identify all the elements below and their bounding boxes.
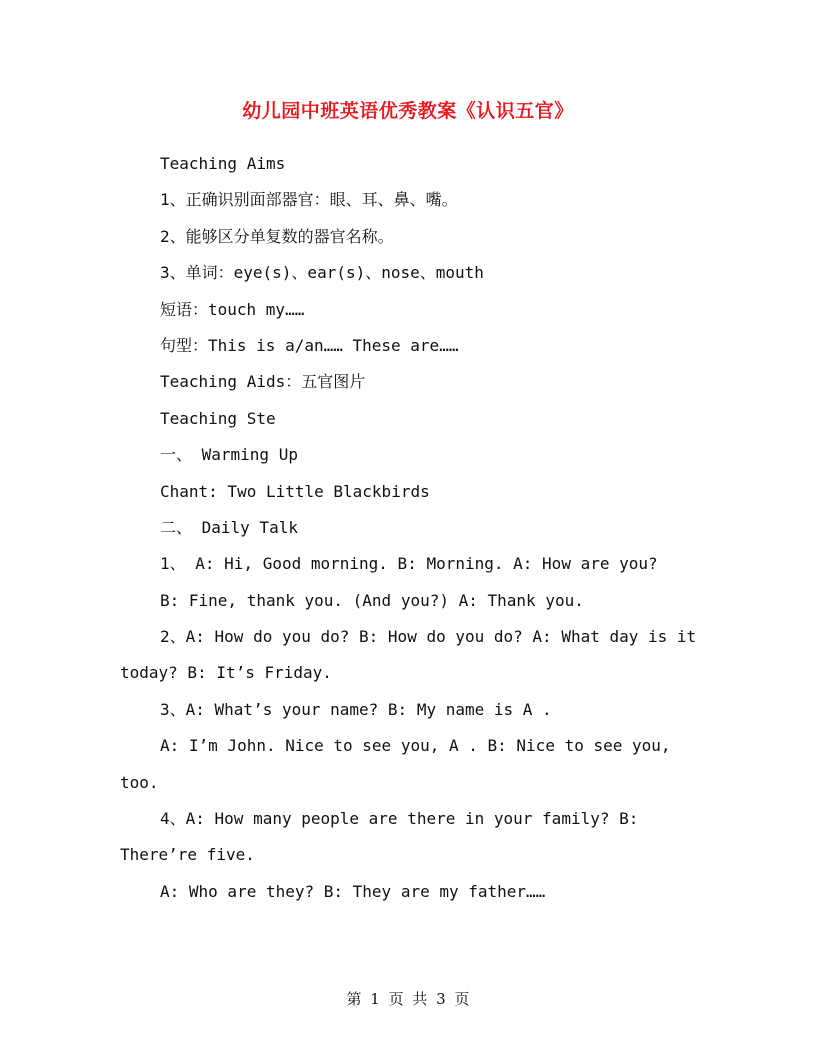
text-line-dialog-2a: 2、A: How do you do? B: How do you do? A: What day is it [160,627,697,647]
text-line-dialog-4c: A: Who are they? B: They are my father…… [160,881,546,901]
text-line-dialog-2b: today? B: It’s Friday. [120,663,332,683]
text-line-dialog-3c: too. [120,772,159,792]
text-line-sentence-patterns: 句型：This is a/an…… These are…… [160,335,459,355]
document-title: 幼儿园中班英语优秀教案《认识五官》 [242,100,574,122]
text-line-phrases: 短语：touch my…… [160,299,305,319]
text-line-section-warming-up: 一、 Warming Up [160,445,298,465]
text-line-aim-2: 2、能够区分单复数的器官名称。 [160,226,394,246]
text-line-dialog-1a: 1、 A: Hi, Good morning. B: Morning. A: How are you? [160,554,658,574]
text-line-teaching-aids: Teaching Aids：五官图片 [160,372,366,392]
text-line-dialog-4b: There’re five. [120,845,255,865]
text-line-section-daily-talk: 二、 Daily Talk [160,517,298,537]
text-line-dialog-3a: 3、A: What’s your name? B: My name is A . [160,699,552,719]
text-line-aim-3-words: 3、单词：eye(s)、ear(s)、nose、mouth [160,263,484,283]
document-body [120,146,697,910]
text-line-chant: Chant: Two Little Blackbirds [160,481,430,501]
text-line-dialog-4a: 4、A: How many people are there in your family? B: [160,809,639,829]
text-line-aim-1: 1、正确识别面部器官：眼、耳、鼻、嘴。 [160,190,458,210]
text-line-teaching-steps: Teaching Ste [160,408,276,428]
page-indicator: 第 1 页 共 3 页 [346,990,470,1008]
text-line-teaching-aims: Teaching Aims [160,154,286,173]
text-line-dialog-1b: B: Fine, thank you. (And you?) A: Thank you. [160,590,584,610]
text-line-dialog-3b: A: I’m John. Nice to see you, A . B: Nice to see you, [160,736,671,756]
